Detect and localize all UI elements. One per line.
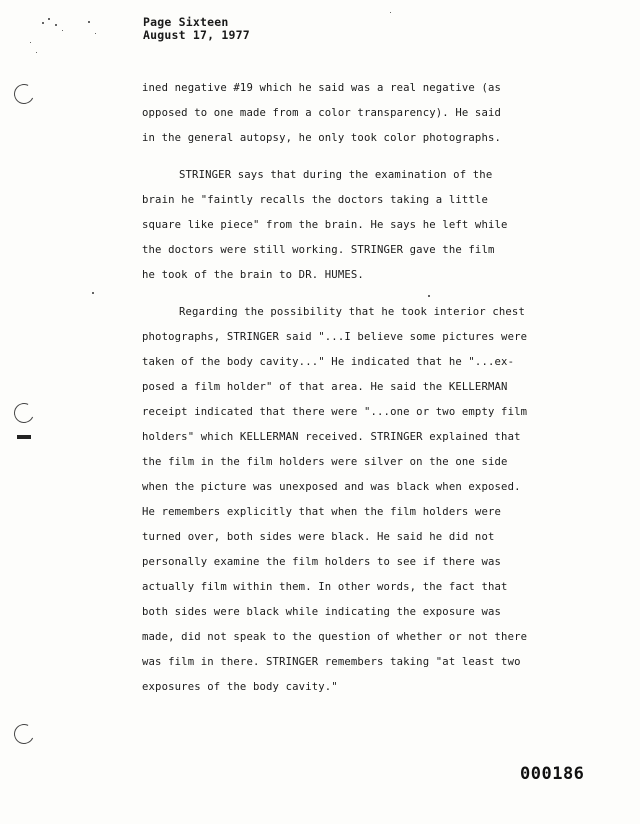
text-line: personally examine the film holders to see if there was (142, 556, 502, 568)
text-line: holders" which KELLERMAN received. STRINGER explained that (142, 431, 521, 443)
document-number: 000186 (520, 764, 585, 784)
text-line: exposures of the body cavity." (142, 681, 338, 693)
text-line: brain he "faintly recalls the doctors taking a little (142, 194, 488, 206)
text-line: in the general autopsy, he only took color photographs. (142, 132, 502, 144)
text-line: the doctors were still working. STRINGER gave the film (142, 244, 495, 256)
text-line: photographs, STRINGER said "...I believe some pictures were (142, 331, 528, 343)
text-line: STRINGER says that during the examination of the (179, 169, 493, 181)
paragraph-3 (142, 300, 592, 700)
hole-punch-bottom (11, 721, 37, 747)
text-line: when the picture was unexposed and was black when exposed. (142, 481, 521, 493)
header-date: August 17, 1977 (143, 28, 250, 42)
page-header (143, 16, 250, 42)
hole-punch-middle (11, 400, 37, 426)
text-line: made, did not speak to the question of whether or not there (142, 631, 528, 643)
text-line: opposed to one made from a color transparency). He said (142, 107, 502, 119)
text-line: was film in there. STRINGER remembers taking "at least two (142, 656, 521, 668)
margin-mark (17, 435, 31, 439)
paragraph-2 (142, 163, 592, 288)
text-line: the film in the film holders were silver on the one side (142, 456, 508, 468)
document-body (142, 76, 592, 700)
text-line: receipt indicated that there were "...one or two empty film (142, 406, 528, 418)
text-line: actually film within them. In other words, the fact that (142, 581, 508, 593)
text-line: turned over, both sides were black. He said he did not (142, 531, 495, 543)
text-line: square like piece" from the brain. He says he left while (142, 219, 508, 231)
text-line: posed a film holder" of that area. He said the KELLERMAN (142, 381, 508, 393)
paragraph-1 (142, 76, 592, 151)
text-line: He remembers explicitly that when the film holders were (142, 506, 502, 518)
page-label: Page Sixteen (143, 15, 229, 29)
text-line: ined negative #19 which he said was a real negative (as (142, 82, 502, 94)
text-line: he took of the brain to DR. HUMES. (142, 269, 364, 281)
text-line: taken of the body cavity..." He indicated that he "...ex- (142, 356, 515, 368)
text-line: both sides were black while indicating the exposure was (142, 606, 502, 618)
hole-punch-top (11, 81, 37, 107)
text-line: Regarding the possibility that he took interior chest (179, 306, 525, 318)
